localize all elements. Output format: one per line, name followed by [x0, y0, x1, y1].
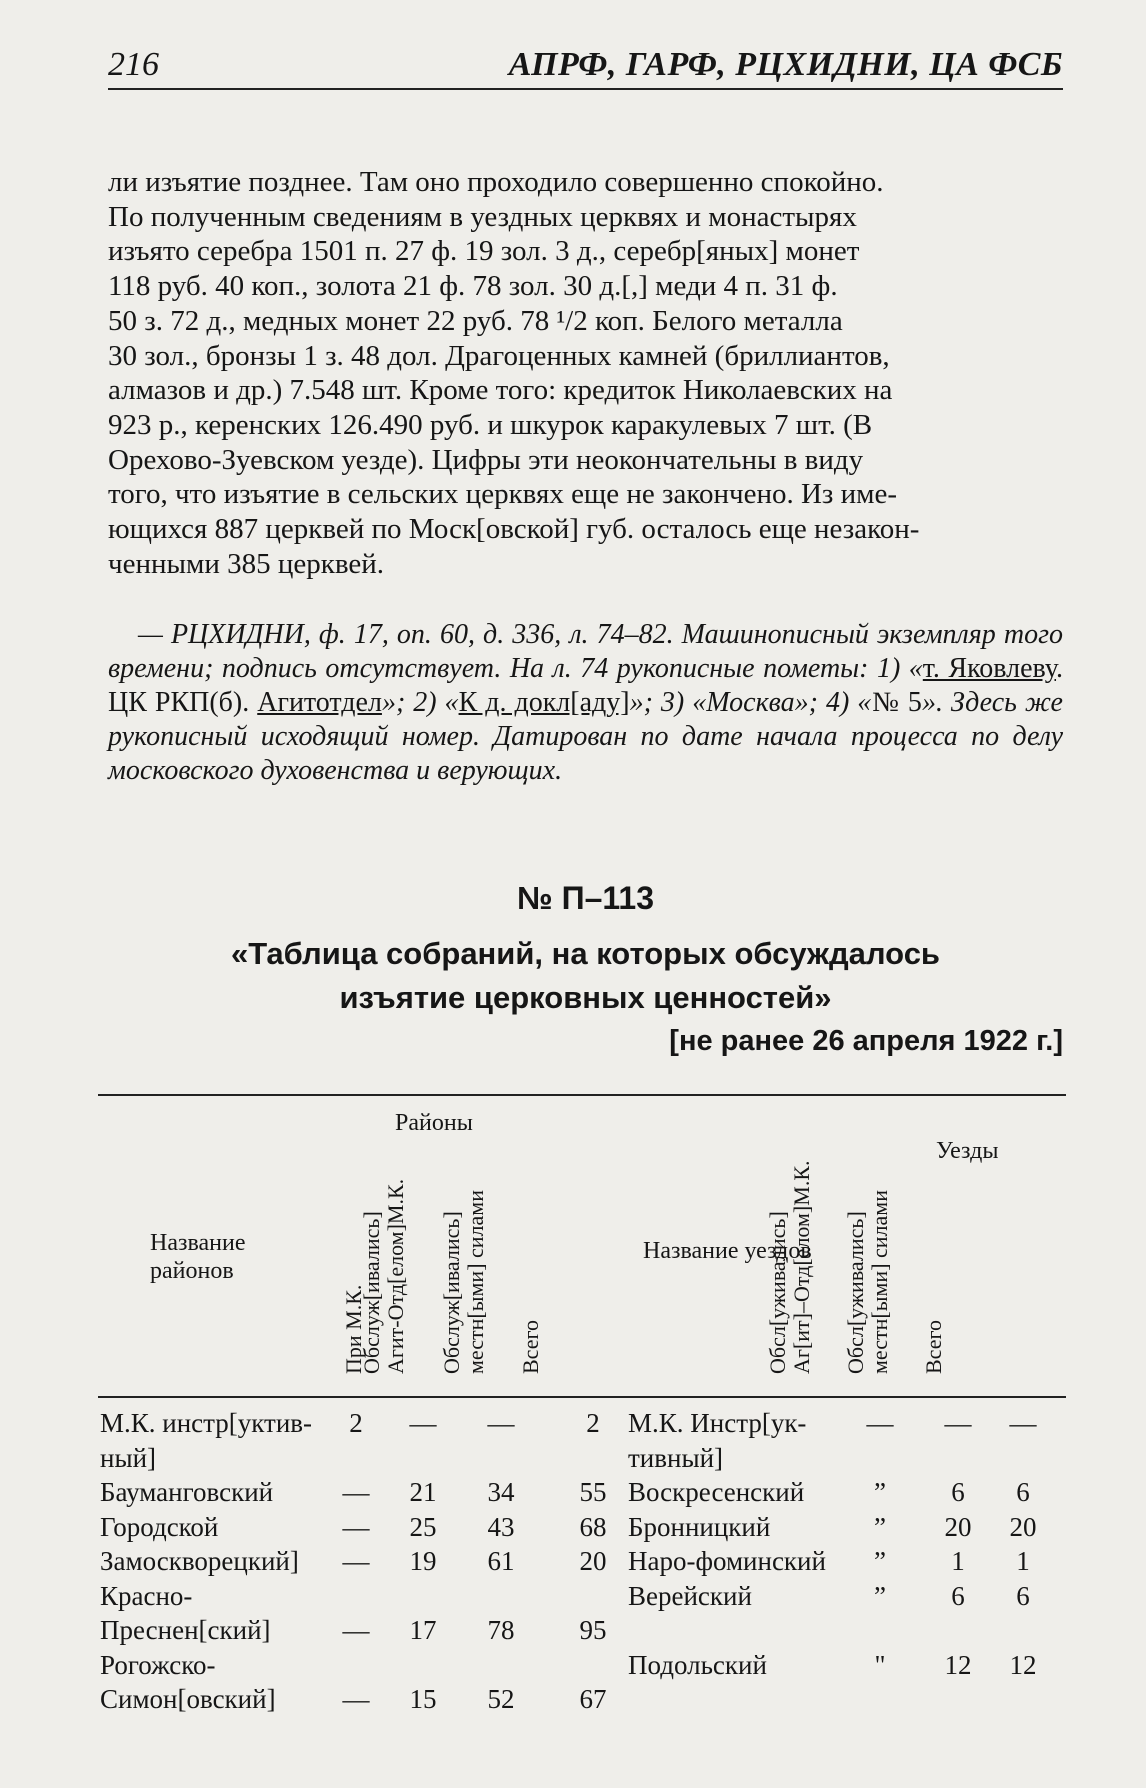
total-value: 2 [586, 1408, 600, 1438]
u-local-value: 1 [951, 1546, 965, 1576]
uezd-name-header: Название уездов [643, 1238, 812, 1264]
ref-text: »; 2) « [381, 687, 459, 718]
ref-underlined: Агитотдел [257, 687, 382, 718]
body-line: того, что изъятие в сельских церквях еще не закончено. Из име- [108, 478, 898, 511]
uezds-group-header: Уезды [936, 1138, 999, 1164]
total-value: 20 [579, 1546, 607, 1576]
table-row [98, 1512, 1066, 1547]
uezd-name: Воскресенский [628, 1477, 805, 1507]
obsl-agit-value: 15 [409, 1684, 437, 1714]
total-value: 95 [579, 1615, 607, 1645]
uezd-name: Бронницкий [628, 1511, 771, 1542]
table-row [98, 1408, 1066, 1443]
header-rule [108, 88, 1063, 90]
uezd-name: Верейский [628, 1580, 752, 1611]
u-agit-value: ” [874, 1580, 886, 1611]
district-name: М.К. инстр[уктив- [100, 1408, 313, 1438]
u-local-value: 20 [944, 1511, 972, 1542]
total-value: 68 [579, 1511, 607, 1542]
table-header [98, 1098, 1066, 1396]
obsl-local-value: 52 [487, 1684, 515, 1714]
table-top-rule [98, 1094, 1066, 1096]
u-total-value: 20 [1009, 1511, 1037, 1542]
uezd-name: М.К. Инстр[ук- [628, 1408, 807, 1438]
total-value: 67 [579, 1684, 607, 1714]
obsl-local-header: Обслуж[ивались] местн[ыми] силами [439, 1190, 488, 1374]
u-total-value: — [1009, 1408, 1037, 1438]
districts-group-header: Районы [395, 1110, 473, 1136]
table-body [98, 1408, 1066, 1719]
district-name-header: районов [150, 1258, 234, 1284]
obsl-local-value: 78 [487, 1615, 515, 1645]
u-local-value: 6 [951, 1580, 965, 1611]
district-name: Рогожско- [100, 1649, 216, 1680]
district-name: Симон[овский] [100, 1684, 276, 1714]
obsl-local-value: 43 [487, 1511, 515, 1542]
u-local-value: 12 [944, 1649, 972, 1680]
document-date: [не ранее 26 апреля 1922 г.] [669, 1025, 1063, 1057]
u-agit-value: ” [874, 1546, 886, 1576]
u-obsl-agit-header: Обсл[уживались] Аг[ит]–Отд[елом]М.К. [765, 1160, 814, 1374]
ref-text: № 5 [871, 687, 922, 718]
district-name: Бауманговский [100, 1477, 274, 1507]
body-line: алмазов и др.) 7.548 шт. Кроме того: кредиток Николаевских на [108, 374, 893, 407]
ref-underlined: К д. докл[аду] [458, 687, 630, 718]
district-name-header: Название [150, 1230, 246, 1256]
obsl-agit-value: 25 [409, 1511, 437, 1542]
ref-text: ». Здесь же рукописный исходящий номер. Датирован по дате начала процесса по делу московского духовенства и верующих. [108, 687, 1063, 786]
title-line: «Таблица собраний, на которых обсуждалось [231, 936, 940, 971]
ref-text: — РЦХИДНИ, ф. 17, оп. 60, д. 336, л. 74–82. Машинописный экземпляр того времени; подпись отсутствует. На л. 74 рукописные пометы: 1) « [108, 619, 1063, 684]
pri-mk-header: При М.К. [341, 1284, 366, 1374]
table-head-rule [98, 1396, 1066, 1398]
u-agit-value: ” [874, 1511, 886, 1542]
district-name: Замоскворецкий] [100, 1546, 299, 1576]
running-title: АПРФ, ГАРФ, РЦХИДНИ, ЦА ФСБ [508, 46, 1063, 83]
district-name: ный] [100, 1442, 157, 1473]
total-value: 55 [579, 1477, 607, 1507]
u-total-value: 1 [1016, 1546, 1030, 1576]
body-line: ли изъятие позднее. Там оно проходило совершенно спокойно. [108, 166, 884, 198]
u-total-value: 6 [1016, 1477, 1030, 1507]
uezd-name: тивный] [628, 1442, 724, 1473]
pri-value: — [342, 1546, 370, 1576]
table-row [98, 1684, 1066, 1719]
pri-value: — [342, 1684, 370, 1714]
document-title [108, 932, 1063, 1020]
u-total-value: 6 [1016, 1580, 1030, 1611]
total-header: Всего [518, 1320, 543, 1374]
u-local-value: — [944, 1408, 972, 1438]
u-total-value: 12 [1009, 1649, 1037, 1680]
district-name: Красно- [100, 1580, 193, 1611]
table-row [98, 1546, 1066, 1581]
body-line: 30 зол., бронзы 1 з. 48 дол. Драгоценных камней (бриллиантов, [108, 339, 890, 372]
body-line: По полученным сведениям в уездных церквях и монастырях [108, 200, 857, 233]
obsl-agit-value: 21 [409, 1477, 437, 1507]
district-name: Преснен[ский] [100, 1615, 271, 1645]
u-total-header: Всего [921, 1320, 946, 1374]
body-line: ющихся 887 церквей по Моск[овской] губ. осталось еще незакон- [108, 513, 920, 546]
obsl-agit-value: 17 [409, 1615, 437, 1645]
obsl-local-value: 34 [487, 1477, 515, 1507]
u-agit-value: ” [874, 1477, 886, 1507]
body-line: ченными 385 церквей. [108, 547, 384, 580]
uezd-name: Наро-фоминский [628, 1546, 826, 1576]
u-local-value: 6 [951, 1477, 965, 1507]
ref-text: »; 3) «Москва»; 4) « [629, 687, 872, 718]
pri-value: — [342, 1615, 370, 1645]
title-line: изъятие церковных ценностей» [339, 980, 832, 1015]
uezd-name: Подольский [628, 1649, 767, 1680]
pri-value: — [342, 1511, 370, 1542]
body-line: Орехово-Зуевском уезде). Цифры эти неокончательны в виду [108, 443, 864, 476]
document-number: № П–113 [517, 880, 654, 916]
page-number: 216 [108, 46, 159, 83]
body-line: 118 руб. 40 коп., золота 21 ф. 78 зол. 30 д.[,] меди 4 п. 31 ф. [108, 270, 838, 303]
reference-paragraph [108, 618, 1063, 788]
table-row [98, 1615, 1066, 1650]
obsl-agit-value: 19 [409, 1546, 437, 1576]
table-row [98, 1650, 1066, 1685]
table-row [98, 1581, 1066, 1616]
u-agit-value: — [866, 1408, 894, 1438]
archival-reference [108, 618, 1063, 788]
u-obsl-local-header: Обсл[уживались] местн[ыми] силами [843, 1190, 892, 1374]
pri-value: — [342, 1477, 370, 1507]
page-header [108, 38, 1063, 88]
body-text [108, 165, 1063, 581]
body-line: 50 з. 72 д., медных монет 22 руб. 78 ¹/2 коп. Белого металла [108, 304, 843, 337]
district-name: Городской [100, 1511, 219, 1542]
ref-text: . ЦК РКП(б). [108, 653, 1064, 718]
obsl-agit-header: Обслуж[ивались] Агит-Отд[елом]М.К. [359, 1178, 408, 1374]
ref-underlined: т. Яковлеву [922, 653, 1057, 684]
body-line: изъято серебра 1501 п. 27 ф. 19 зол. 3 д., серебр[яных] монет [108, 235, 860, 268]
table-row [98, 1443, 1066, 1478]
u-agit-value: " [874, 1649, 886, 1680]
table-row [98, 1477, 1066, 1512]
obsl-local-value: — [487, 1408, 515, 1438]
body-line: 923 р., керенских 126.490 руб. и шкурок каракулевых 7 шт. (В [108, 408, 873, 441]
obsl-local-value: 61 [487, 1546, 515, 1576]
obsl-agit-value: — [409, 1408, 437, 1438]
pri-value: 2 [349, 1408, 363, 1438]
